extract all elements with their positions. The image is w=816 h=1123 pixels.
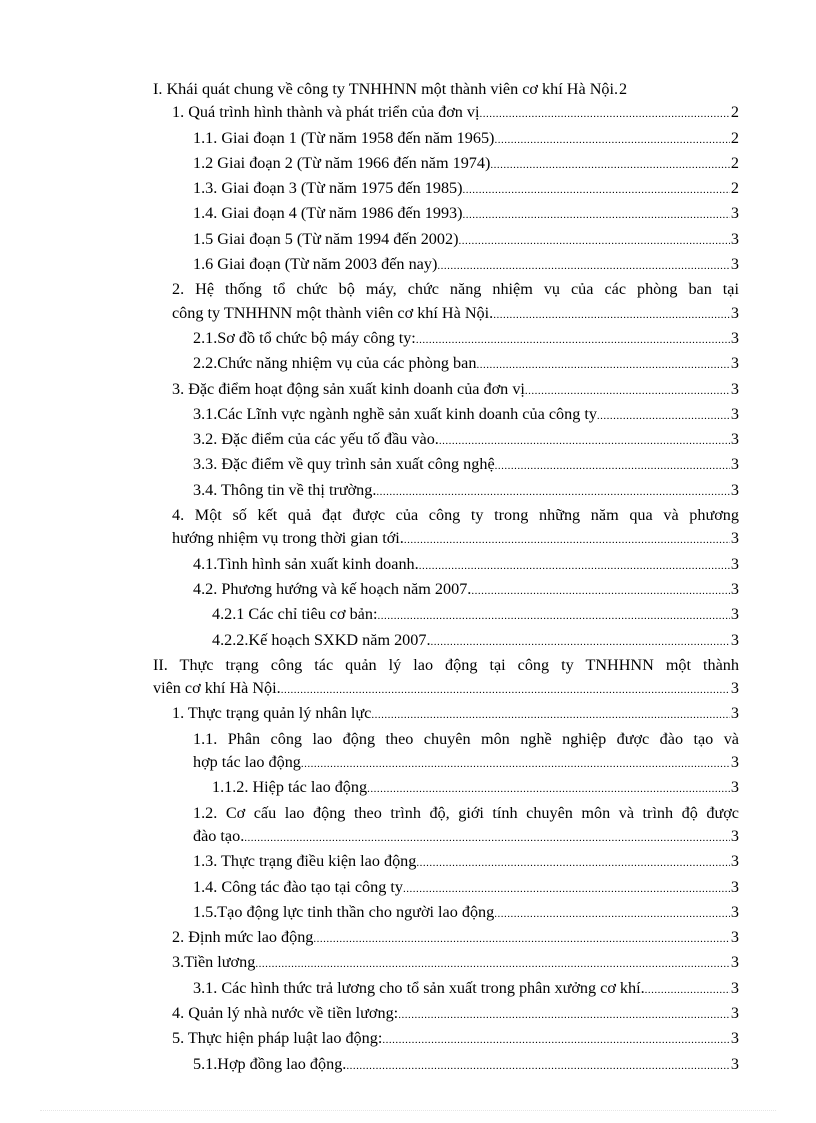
toc-entry-text: 3.1. Các hình thức trả lương cho tổ sản xuất trong phân xưởng cơ khí.: [193, 978, 645, 997]
toc-entry-page: 3: [730, 877, 739, 896]
toc-entry-text-line1: 1.1. Phân công lao động theo chuyên môn nghề nghiệp được đào tạo và: [193, 729, 739, 748]
toc-entry-page: 3: [730, 953, 739, 972]
toc-entry-I-3-2[interactable]: [153, 428, 739, 453]
toc-entry-text: 1.6 Giai đoạn (Từ năm 2003 đến nay): [193, 255, 438, 274]
toc-entry-text: 4.2.2.Kế hoạch SXKD năm 2007.: [212, 630, 431, 649]
toc-entry-page: 3: [730, 529, 739, 548]
toc-entry-page: 3: [730, 229, 739, 248]
toc-entry-text: 1.4. Giai đoạn 4 (Từ năm 1986 đến 1993): [193, 204, 463, 223]
toc-entry-text: 4. Quản lý nhà nước về tiền lương:: [172, 1003, 399, 1022]
toc-entry-II-4[interactable]: [153, 1002, 739, 1027]
toc-entry-page: 2: [730, 128, 739, 147]
toc-entry-II[interactable]: [153, 654, 739, 703]
toc-leader-dots: [403, 876, 730, 901]
toc-leader-dots: [463, 202, 730, 227]
toc-entry-II-1-5[interactable]: [153, 901, 739, 926]
toc-leader-dots: [382, 1027, 730, 1052]
toc-entry-page: 3: [730, 753, 739, 772]
toc-entry-text-line1: II. Thực trạng công tác quản lý lao động tại công ty TNHHNN một thành: [153, 655, 739, 674]
toc-entry-II-5[interactable]: [153, 1027, 739, 1052]
toc-entry-page: 3: [730, 1029, 739, 1048]
toc-leader-dots: [398, 1002, 730, 1027]
toc-entry-page: 3: [730, 679, 739, 698]
toc-leader-dots: [367, 776, 730, 801]
toc-entry-II-1-1[interactable]: [153, 728, 739, 777]
toc-entry-text: I. Khái quát chung về công ty TNHHNN một thành viên cơ khí Hà Nội.: [153, 80, 619, 98]
toc-entry-page: 3: [730, 579, 739, 598]
toc-entry-page: 3: [730, 1054, 739, 1073]
toc-leader-dots: [431, 629, 730, 654]
toc-leader-dots: [494, 127, 729, 152]
toc-entry-page: 3: [730, 852, 739, 871]
toc-entry-I-1-5[interactable]: [153, 228, 739, 253]
toc-entry-text: 1.3. Thực trạng điều kiện lao động: [193, 852, 417, 871]
toc-leader-dots: [437, 253, 730, 278]
toc-entry-text: 1.2 Giai đoạn 2 (Từ năm 1966 đến năm 1974): [193, 153, 491, 172]
toc-entry-page: 3: [730, 554, 739, 573]
toc-entry-page: 3: [730, 480, 739, 499]
toc-entry-text: 1. Thực trạng quản lý nhân lực: [172, 704, 372, 723]
toc-entry-II-3-1[interactable]: [153, 977, 739, 1002]
toc-entry-I-2-1[interactable]: [153, 327, 739, 352]
toc-entry-page: 2: [730, 103, 739, 122]
toc-entry-text: 3.Tiền lương: [172, 953, 256, 972]
toc-entry-page: 2: [730, 179, 739, 198]
toc-leader-dots: [346, 1053, 730, 1078]
toc-entry-page: 3: [730, 605, 739, 624]
toc-entry-text-line1: 4. Một số kết quả đạt được của công ty trong những năm qua và phương: [172, 506, 739, 525]
toc-leader-dots: [495, 453, 730, 478]
toc-leader-dots: [376, 479, 730, 504]
toc-entry-page: 3: [730, 902, 739, 921]
toc-entry-text: 4.2.1 Các chỉ tiêu cơ bản:: [212, 605, 378, 624]
toc-entry-I-1-2[interactable]: [153, 152, 739, 177]
toc-entry-II-2[interactable]: [153, 926, 739, 951]
toc-entry-text-line2: công ty TNHHNN một thành viên cơ khí Hà Nội.: [172, 303, 494, 322]
toc-leader-dots: [645, 977, 730, 1002]
toc-entry-page: 3: [730, 354, 739, 373]
toc-leader-dots: [404, 527, 730, 552]
toc-entry-text-line1: 1.2. Cơ cấu lao động theo trình độ, giới tính chuyên môn và trình độ được: [193, 803, 739, 822]
toc-leader-dots: [301, 751, 730, 776]
toc-leader-dots: [255, 951, 730, 976]
toc-entry-I-1-6[interactable]: [153, 253, 739, 278]
toc-entry-page: 3: [730, 928, 739, 947]
toc-entry-text: 1.5.Tạo động lực tinh thần cho người lao động: [193, 902, 495, 921]
toc-entry-II-1[interactable]: [153, 702, 739, 727]
toc-entry-I-3-4[interactable]: [153, 479, 739, 504]
toc-entry-I-4[interactable]: [153, 504, 739, 553]
toc-leader-dots: [313, 926, 730, 951]
toc-entry-I-4-1[interactable]: [153, 553, 739, 578]
toc-entry-text: 1.3. Giai đoạn 3 (Từ năm 1975 đến 1985): [193, 179, 463, 198]
page-bottom-divider: [40, 1110, 776, 1111]
toc-entry-page: 3: [730, 379, 739, 398]
toc-leader-dots: [419, 553, 730, 578]
toc-entry-II-1-3[interactable]: [153, 850, 739, 875]
toc-entry-text: 3.1.Các Lĩnh vực ngành nghề sản xuất kinh doanh của công ty: [193, 404, 597, 423]
toc-leader-dots: [463, 177, 730, 202]
toc-entry-I-4-2[interactable]: [153, 578, 739, 603]
toc-leader-dots: [525, 378, 730, 403]
toc-entry-page: 3: [730, 1003, 739, 1022]
toc-entry-II-1-2[interactable]: [153, 802, 739, 851]
toc-entry-page: 3: [730, 204, 739, 223]
toc-entry-II-1-1-2[interactable]: [153, 776, 739, 801]
toc-entry-page: 3: [730, 430, 739, 449]
toc-entry-text: 3.3. Đặc điểm về quy trình sản xuất công nghệ: [193, 455, 495, 474]
toc-leader-dots: [471, 578, 730, 603]
toc-leader-dots: [281, 677, 730, 702]
toc-leader-dots: [244, 825, 730, 850]
toc-leader-dots: [416, 327, 730, 352]
toc-entry-page: 3: [730, 826, 739, 845]
toc-entry-page: 3: [730, 255, 739, 274]
toc-entry-page: 3: [730, 978, 739, 997]
toc-entry-I-4-2-1[interactable]: [153, 603, 739, 628]
toc-entry-text-line2: hợp tác lao động: [193, 753, 301, 772]
toc-entry-text: 3.4. Thông tin về thị trường.: [193, 480, 377, 499]
toc-entry-text: 3. Đặc điểm hoạt động sản xuất kinh doanh của đơn vị: [172, 379, 525, 398]
toc-entry-text: 4.1.Tình hình sản xuất kinh doanh.: [193, 554, 419, 573]
toc-entry-text-line2: hướng nhiệm vụ trong thời gian tới.: [172, 529, 404, 548]
toc-entry-I-1-4[interactable]: [153, 202, 739, 227]
toc-entry-text: 2. Định mức lao động: [172, 928, 314, 947]
toc-entry-text: 4.2. Phương hướng và kế hoạch năm 2007.: [193, 579, 472, 598]
toc-leader-dots: [416, 850, 730, 875]
table-of-contents: [153, 78, 739, 1078]
toc-entry-text-line2: đào tạo.: [193, 826, 245, 845]
toc-leader-dots: [371, 702, 730, 727]
toc-entry-I-3-1[interactable]: [153, 403, 739, 428]
toc-entry-page: 3: [730, 778, 739, 797]
toc-entry-II-5-1[interactable]: [153, 1053, 739, 1078]
toc-entry-text: 2.2.Chức năng nhiệm vụ của các phòng ban: [193, 354, 477, 373]
toc-entry-I-3[interactable]: [153, 378, 739, 403]
toc-entry-text: 1.5 Giai đoạn 5 (Từ năm 1994 đến 2002): [193, 229, 459, 248]
toc-entry-text: 1. Quá trình hình thành và phát triển của đơn vị: [172, 103, 480, 122]
toc-leader-dots: [439, 428, 730, 453]
toc-entry-page: 2: [619, 80, 628, 98]
toc-entry-text: 1.1. Giai đoạn 1 (Từ năm 1958 đến năm 1965): [193, 128, 495, 147]
toc-entry-text: 3.2. Đặc điểm của các yếu tố đầu vào.: [193, 430, 439, 449]
toc-entry-page: 2: [730, 153, 739, 172]
toc-entry-page: 3: [730, 328, 739, 347]
toc-entry-I[interactable]: [153, 78, 739, 101]
toc-entry-II-1-4[interactable]: [153, 876, 739, 901]
toc-leader-dots: [597, 403, 730, 428]
toc-entry-text: 5. Thực hiện pháp luật lao động:: [172, 1029, 383, 1048]
toc-leader-dots: [377, 603, 729, 628]
toc-entry-text: 1.4. Công tác đào tạo tại công ty: [193, 877, 403, 896]
toc-entry-text-line1: 2. Hệ thống tổ chức bộ máy, chức năng nhiệm vụ của các phòng ban tại: [172, 280, 739, 299]
toc-entry-I-1[interactable]: [153, 101, 739, 126]
toc-entry-page: 3: [730, 630, 739, 649]
toc-entry-I-2-2[interactable]: [153, 352, 739, 377]
toc-leader-dots: [458, 228, 729, 253]
toc-entry-I-1-1[interactable]: [153, 127, 739, 152]
toc-leader-dots: [476, 352, 729, 377]
toc-entry-I-1-3[interactable]: [153, 177, 739, 202]
toc-entry-I-4-2-2[interactable]: [153, 629, 739, 654]
toc-entry-I-3-3[interactable]: [153, 453, 739, 478]
toc-entry-text: 2.1.Sơ đồ tổ chức bộ máy công ty:: [193, 328, 416, 347]
toc-entry-page: 3: [730, 704, 739, 723]
toc-entry-page: 3: [730, 303, 739, 322]
toc-leader-dots: [490, 152, 730, 177]
toc-entry-text: 1.1.2. Hiệp tác lao động: [212, 778, 368, 797]
toc-entry-text: 5.1.Hợp đồng lao động.: [193, 1054, 347, 1073]
toc-entry-text-line2: viên cơ khí Hà Nội.: [153, 679, 281, 698]
toc-leader-dots: [493, 302, 730, 327]
toc-entry-I-2[interactable]: [153, 278, 739, 327]
toc-leader-dots: [480, 101, 730, 126]
toc-entry-II-3[interactable]: [153, 951, 739, 976]
toc-entry-page: 3: [730, 455, 739, 474]
toc-leader-dots: [494, 901, 730, 926]
toc-entry-page: 3: [730, 404, 739, 423]
